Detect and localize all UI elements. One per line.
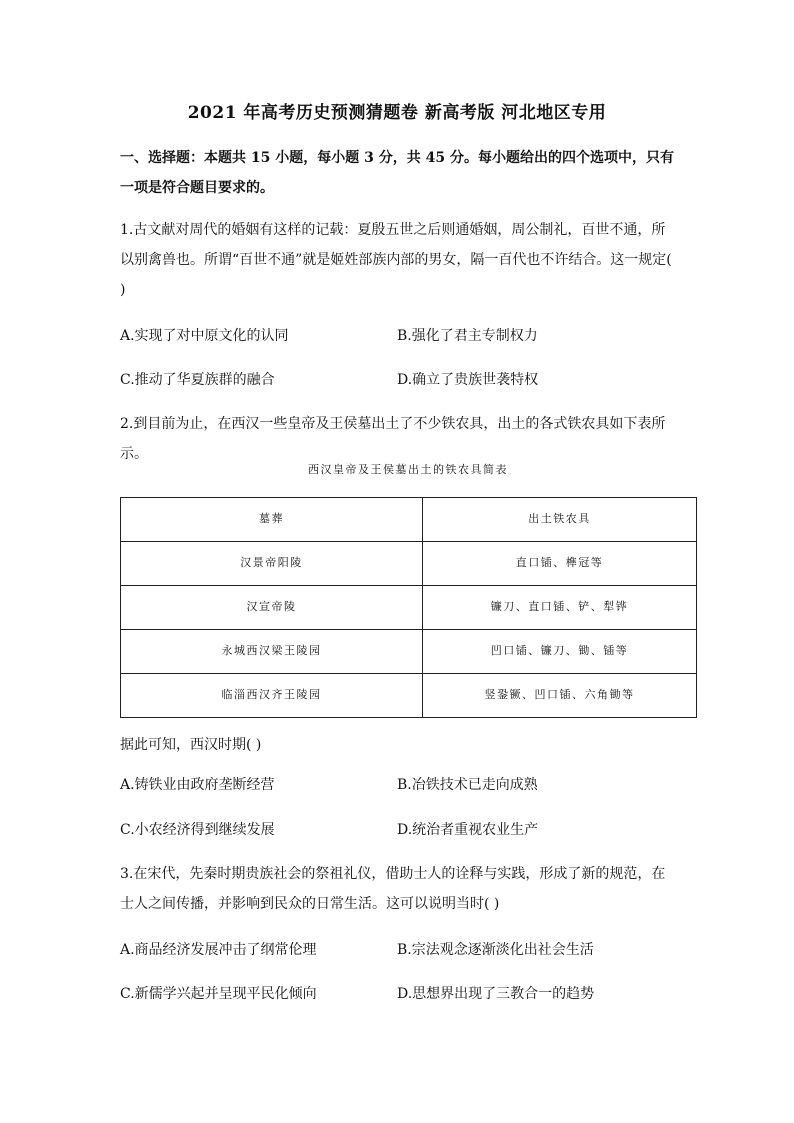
table-header-row xyxy=(121,498,697,542)
table-row xyxy=(121,674,697,718)
question-1-option-a: A.实现了对中原文化的认同 xyxy=(120,328,289,344)
iron-tools-table xyxy=(120,497,697,718)
table-header-tools: 出土铁农具 xyxy=(423,498,697,542)
table-cell-tomb: 永城西汉梁王陵园 xyxy=(121,630,423,674)
question-3-option-b: B.宗法观念逐渐淡化出社会生活 xyxy=(397,942,594,958)
table-cell-tomb: 临淄西汉齐王陵园 xyxy=(121,674,423,718)
table-cell-tools: 直口锸、榫冠等 xyxy=(423,542,697,586)
document-title: 2021 年高考历史预测猜题卷 新高考版 河北地区专用 xyxy=(187,103,607,123)
question-3-stem: 3.在宋代，先秦时期贵族社会的祭祖礼仪，借助士人的诠释与实践，形成了新的规范，在士人之间传播，并影响到民众的日常生活。这可以说明当时( ) xyxy=(120,866,666,912)
table-header-tomb: 墓葬 xyxy=(121,498,423,542)
table-cell-tools: 竖銎镢、凹口锸、六角锄等 xyxy=(423,674,697,718)
table-cell-tools: 凹口锸、镰刀、锄、锸等 xyxy=(423,630,697,674)
question-2-stem: 2.到目前为止，在西汉一些皇帝及王侯墓出土了不少铁农具，出土的各式铁农具如下表所示。 xyxy=(120,416,666,462)
question-3-option-a: A.商品经济发展冲击了纲常伦理 xyxy=(120,942,317,958)
table-cell-tomb: 汉景帝阳陵 xyxy=(121,542,423,586)
question-3-option-c: C.新儒学兴起并呈现平民化倾向 xyxy=(120,986,317,1002)
question-2-option-b: B.冶铁技术已走向成熟 xyxy=(397,777,538,793)
table-row xyxy=(121,630,697,674)
table-cell-tools: 镰刀、直口锸、铲、犁铧 xyxy=(423,586,697,630)
question-1-option-d: D.确立了贵族世袭特权 xyxy=(397,372,539,388)
question-1-option-b: B.强化了君主专制权力 xyxy=(397,328,538,344)
table-row xyxy=(121,586,697,630)
section-heading: 一、选择题：本题共 15 小题，每小题 3 分，共 45 分。每小题给出的四个选项中，只有一项是符合题目要求的。 xyxy=(120,150,674,196)
question-2-option-d: D.统治者重视农业生产 xyxy=(397,822,539,838)
table-caption: 西汉皇帝及王侯墓出土的铁农具简表 xyxy=(308,463,508,476)
table-cell-tomb: 汉宣帝陵 xyxy=(121,586,423,630)
question-2-stem-after: 据此可知，西汉时期( ) xyxy=(120,737,262,753)
question-1-option-c: C.推动了华夏族群的融合 xyxy=(120,372,275,388)
question-3-option-d: D.思想界出现了三教合一的趋势 xyxy=(397,986,595,1002)
question-2-option-a: A.铸铁业由政府垄断经营 xyxy=(120,777,275,793)
question-2-option-c: C.小农经济得到继续发展 xyxy=(120,822,275,838)
table-row xyxy=(121,542,697,586)
question-1-stem: 1.古文献对周代的婚姻有这样的记载：夏殷五世之后则通婚姻，周公制礼，百世不通，所以别禽兽也。所谓“百世不通”就是姬姓部族内部的男女，隔一百代也不许结合。这一规定( ) xyxy=(120,222,672,298)
